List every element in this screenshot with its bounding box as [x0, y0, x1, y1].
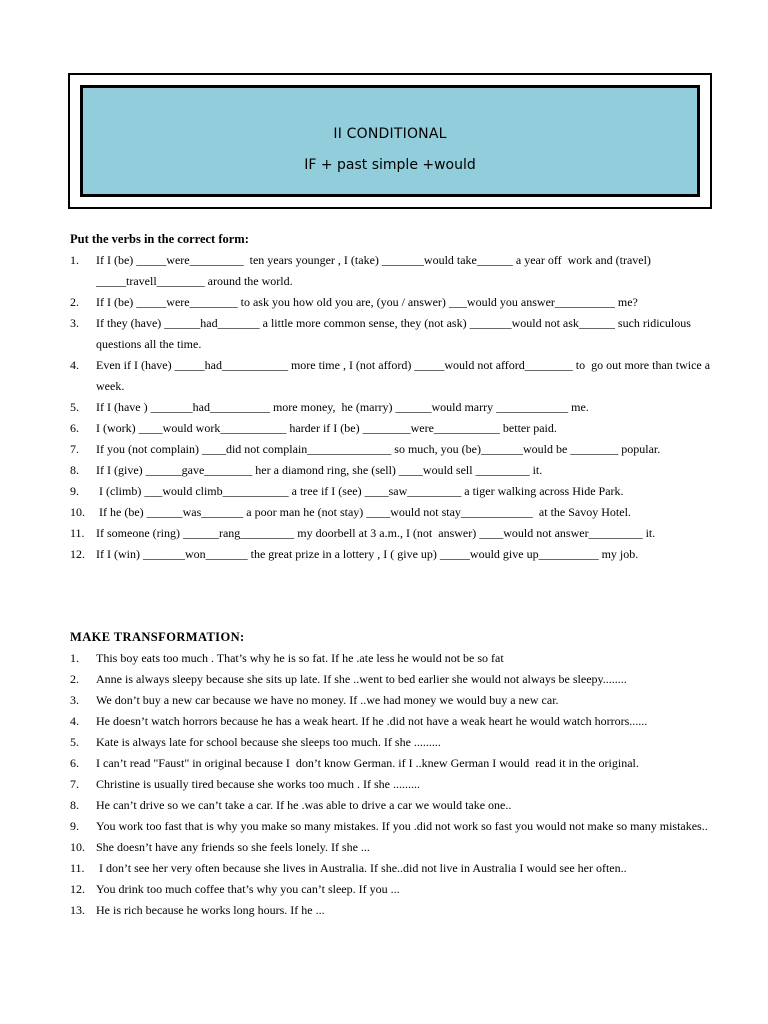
item-number: 3. [70, 693, 79, 707]
exercise-item [70, 439, 720, 460]
item-number: 2. [70, 672, 79, 686]
section-title-verbs: Put the verbs in the correct form: [70, 232, 249, 246]
exercise-item [70, 795, 720, 816]
item-number: 10. [70, 505, 85, 519]
item-text: If I (win) _______won_______ the great prize in a lottery , I ( give up) _____would give up__________ my job. [96, 547, 639, 561]
item-number: 6. [70, 756, 79, 770]
item-number: 5. [70, 400, 79, 414]
item-text: Kate is always late for school because she sleeps too much. If she ......... [96, 735, 441, 749]
exercise-item [70, 711, 720, 732]
item-number: 2. [70, 295, 79, 309]
exercise-item [70, 879, 720, 900]
item-text: If they (have) ______had_______ a little more common sense, they (not ask) _______would not ask______ such ridiculous questions all the time. [96, 316, 694, 351]
exercise-item [70, 292, 720, 313]
item-text: He is rich because he works long hours. If he ... [96, 903, 325, 917]
exercise-item [70, 460, 720, 481]
exercise-item [70, 774, 720, 795]
exercise-item [70, 837, 720, 858]
item-text: If I (be) _____were________ to ask you how old you are, (you / answer) ___would you answer__________ me? [96, 295, 638, 309]
exercise-item [70, 648, 720, 669]
exercise-item [70, 816, 720, 837]
item-text: Anne is always sleepy because she sits up late. If she ..went to bed earlier she would not always be sleepy........ [96, 672, 627, 686]
exercise-item [70, 418, 720, 439]
header-box [80, 85, 700, 197]
item-text: You work too fast that is why you make so many mistakes. If you .did not work so fast you would not make so many mistakes.. [96, 819, 708, 833]
section-verbs [70, 228, 720, 565]
item-number: 6. [70, 421, 79, 435]
item-number: 7. [70, 442, 79, 456]
item-number: 8. [70, 798, 79, 812]
exercise-item [70, 523, 720, 544]
exercise-list [70, 648, 720, 921]
item-number: 12. [70, 547, 85, 561]
item-number: 3. [70, 316, 79, 330]
item-text: Christine is usually tired because she works too much . If she ......... [96, 777, 420, 791]
exercise-item [70, 544, 720, 565]
item-number: 8. [70, 463, 79, 477]
exercise-item [70, 858, 720, 879]
exercise-item [70, 502, 720, 523]
item-text: He can’t drive so we can’t take a car. If he .was able to drive a car we would take one.. [96, 798, 512, 812]
item-number: 5. [70, 735, 79, 749]
item-text: I can’t read "Faust" in original because I don’t know German. if I ..knew German I would read it in the original. [96, 756, 639, 770]
item-text: I (work) ____would work___________ harder if I (be) ________were___________ better paid. [96, 421, 557, 435]
page-subtitle: IF + past simple +would [304, 157, 476, 173]
exercise-list [70, 250, 720, 565]
exercise-item [70, 250, 720, 292]
item-text: You drink too much coffee that’s why you can’t sleep. If you ... [96, 882, 400, 896]
item-text: If someone (ring) ______rang_________ my doorbell at 3 a.m., I (not answer) ____would not answer_________ it. [96, 526, 656, 540]
exercise-item [70, 397, 720, 418]
exercise-item [70, 753, 720, 774]
item-number: 11. [70, 861, 85, 875]
item-number: 12. [70, 882, 85, 896]
item-number: 9. [70, 484, 79, 498]
exercise-item [70, 669, 720, 690]
item-text: If I (have ) _______had__________ more money, he (marry) ______would marry ____________ me. [96, 400, 589, 414]
item-text: If he (be) ______was_______ a poor man he (not stay) ____would not stay____________ at the Savoy Hotel. [96, 505, 631, 519]
item-number: 10. [70, 840, 85, 854]
exercise-item [70, 690, 720, 711]
header-frame [68, 73, 712, 209]
item-number: 1. [70, 651, 79, 665]
exercise-item [70, 481, 720, 502]
exercise-item [70, 355, 720, 397]
item-number: 11. [70, 526, 85, 540]
page-title: II CONDITIONAL [333, 126, 447, 142]
item-number: 7. [70, 777, 79, 791]
item-text: If you (not complain) ____did not complain______________ so much, you (be)_______would be ________ popular. [96, 442, 661, 456]
item-text: He doesn’t watch horrors because he has a weak heart. If he .did not have a weak heart he would watch horrors...... [96, 714, 648, 728]
item-text: I don’t see her very often because she lives in Australia. If she..did not live in Australia I would see her often.. [96, 861, 627, 875]
item-text: She doesn’t have any friends so she feels lonely. If she ... [96, 840, 370, 854]
item-text: If I (be) _____were_________ ten years younger , I (take) _______would take______ a year off work and (travel) _____travell________ around the world. [96, 253, 654, 288]
exercise-item [70, 313, 720, 355]
section-transformation [70, 626, 720, 921]
item-number: 9. [70, 819, 79, 833]
item-text: I (climb) ___would climb___________ a tree if I (see) ____saw_________ a tiger walking across Hide Park. [96, 484, 624, 498]
item-number: 4. [70, 714, 79, 728]
item-text: We don’t buy a new car because we have no money. If ..we had money we would buy a new car. [96, 693, 559, 707]
item-number: 4. [70, 358, 79, 372]
item-text: This boy eats too much . That’s why he is so fat. If he .ate less he would not be so fat [96, 651, 504, 665]
item-text: If I (give) ______gave________ her a diamond ring, she (sell) ____would sell _________ it. [96, 463, 543, 477]
item-text: Even if I (have) _____had___________ more time , I (not afford) _____would not afford________ to go out more than twice a week. [96, 358, 714, 393]
exercise-item [70, 900, 720, 921]
section-title-transformation: MAKE TRANSFORMATION: [70, 630, 245, 644]
item-number: 13. [70, 903, 85, 917]
exercise-item [70, 732, 720, 753]
item-number: 1. [70, 253, 79, 267]
